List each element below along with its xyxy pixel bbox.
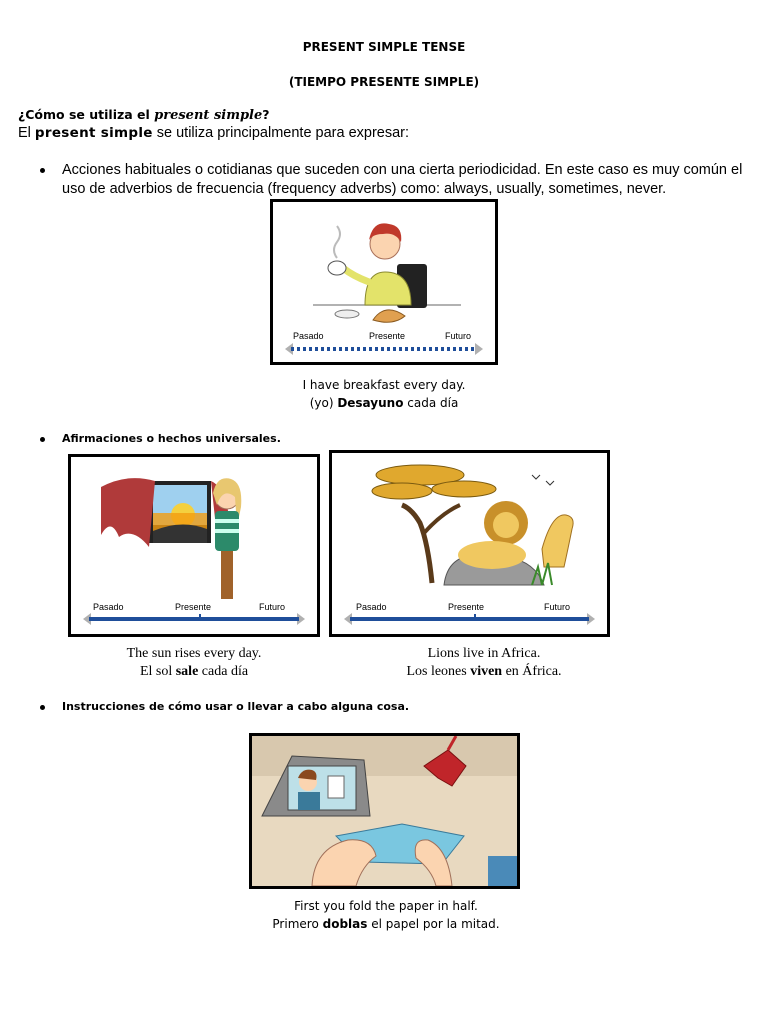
- example1-english: I have breakfast every day.: [302, 378, 466, 392]
- lions-illustration: [329, 450, 610, 637]
- example2-english: The sun rises every day.: [126, 646, 262, 661]
- timeline-past-label: Pasado: [356, 602, 387, 612]
- bullet-universal-facts: Afirmaciones o hechos universales.: [62, 432, 281, 445]
- timeline-future-label: Futuro: [259, 602, 286, 612]
- bullet-habitual-actions: Acciones habituales o cotidianas que suceden con una cierta periodicidad. En este caso es muy común el uso de adverbios de frecuencia (frequency adverbs) como: always, usually, sometimes, never.: [62, 162, 743, 197]
- page-subtitle: (TIEMPO PRESENTE SIMPLE): [288, 75, 480, 89]
- section-question: [18, 107, 270, 123]
- example4-caption: [200, 897, 572, 933]
- intro-prefix: El: [18, 125, 35, 141]
- example4-english: First you fold the paper in half.: [294, 899, 478, 913]
- breakfast-illustration: [270, 199, 498, 365]
- example3-english: Lions live in Africa.: [427, 646, 541, 661]
- question-term: present simple: [154, 108, 263, 123]
- page-title: PRESENT SIMPLE TENSE: [302, 40, 466, 54]
- example2-spanish: El sol sale cada día: [139, 664, 249, 679]
- example2-caption: [68, 645, 320, 681]
- timeline-past-label: Pasado: [93, 602, 124, 612]
- origami-illustration: [249, 733, 520, 889]
- bullet-dot: [40, 168, 45, 173]
- timeline-present-label: Presente: [448, 602, 485, 612]
- bullet-dot: [40, 437, 45, 442]
- timeline-present-label: Presente: [175, 602, 212, 612]
- timeline-present-label: Presente: [369, 331, 406, 341]
- intro-term: present simple: [34, 125, 153, 141]
- example1-caption: [270, 376, 498, 412]
- intro-paragraph: [18, 125, 409, 141]
- question-suffix: ?: [262, 107, 270, 122]
- example1-spanish: (yo) Desayuno cada día: [309, 396, 459, 410]
- timeline-future-label: Futuro: [544, 602, 571, 612]
- sunrise-illustration: [68, 454, 320, 637]
- bullet-instructions: Instrucciones de cómo usar o llevar a cabo alguna cosa.: [62, 700, 410, 713]
- example4-spanish: Primero doblas el papel por la mitad.: [272, 917, 500, 931]
- timeline-future-label: Futuro: [445, 331, 472, 341]
- bullet-dot: [40, 705, 45, 710]
- question-prefix: ¿Cómo se utiliza el: [18, 107, 155, 122]
- example3-spanish: Los leones viven en África.: [406, 664, 562, 679]
- intro-suffix: se utiliza principalmente para expresar:: [152, 125, 410, 141]
- timeline-past-label: Pasado: [293, 331, 324, 341]
- example3-caption: [359, 645, 609, 681]
